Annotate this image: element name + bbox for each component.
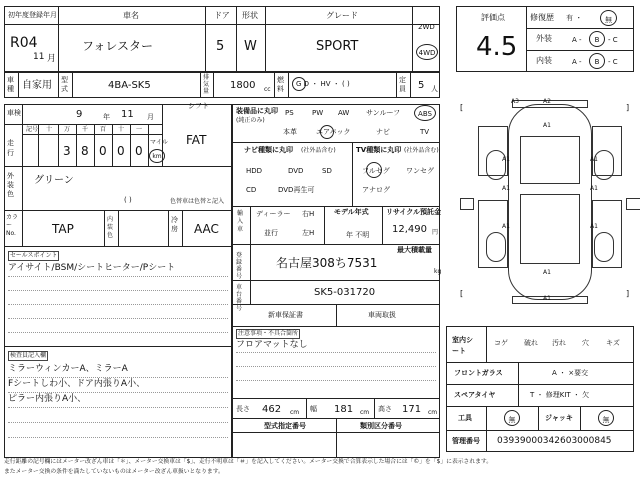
eq-leather: 本革 [283,128,297,136]
type-value: 4BA-SK5 [108,80,151,91]
unit-hyaku: 百 [100,126,107,133]
disp-value: 1800 [230,80,256,91]
tools-none-circled: 無 [504,410,520,426]
tools-label: 工具 [458,414,472,422]
ext-a: A - [572,36,582,44]
equipment-label: 装備品に丸印 [236,107,278,115]
map-a3-front: A3 [511,98,519,105]
recycle-value: 12,490 [392,224,427,235]
notice-value: フロアマットなし [236,340,308,350]
interior-yogore: 汚れ [552,339,566,347]
warranty-new: 新車保証書 [268,311,303,319]
use-value: 自家用 [22,80,52,91]
unit-ichi: 一 [136,126,143,133]
eq-abs-circled: ABS [414,105,436,121]
repair-none-circled: 無 [600,10,617,26]
int-c: - C [608,58,618,66]
inspection-label: 車検 [7,109,21,117]
reg-month: 11 [33,52,45,62]
shape-value: W [244,39,257,54]
class-label: 類別区分番号 [360,422,402,430]
h-value: 171 [402,404,422,415]
jack-none-circled: 無 [598,410,614,426]
disp-unit: cc [264,86,271,93]
len-unit: cm [290,409,300,416]
glass-value: A ・ ×要交 [552,369,589,377]
plate-value: 名古屋308ち7531 [276,256,378,270]
digit-1: 3 [63,144,71,158]
sales-point-value: アイサイト/BSM/シートヒーター/Pシート [8,263,176,273]
check-line-3: ピラー内張りA小、 [8,394,87,404]
reg-month-unit: 月 [47,54,57,64]
color-no-label: カラーNo. [6,214,19,237]
cap-value: 5 [418,80,425,91]
import-parallel: 並行 [264,229,278,237]
check-label: 検査員記入欄 [10,352,47,359]
int-color-label: 内装色 [107,216,114,239]
score-value: 4.5 [476,32,518,62]
shift-value: FAT [186,133,207,147]
w-value: 181 [334,404,354,415]
eq-aw: AW [338,109,350,117]
interior-ana: 穴 [582,339,589,347]
inspection-year: 9 [76,109,83,120]
drive-4wd-circled: 4WD [416,44,438,60]
color-no-value: TAP [52,222,74,236]
fuel-label: 燃料 [277,76,284,93]
cap-label: 定員 [399,76,406,93]
type-label: 型式 [61,76,68,93]
inspection-month: 11 [121,109,134,120]
recycle-label: リサイクル預託金 [386,208,442,216]
map-a1-rear: A1 [543,295,551,302]
tv-label: TV種類に丸印 [356,146,402,154]
tv-sub: (社外品含む) [404,147,439,154]
mile-label: マイル [150,139,168,146]
model-year-value: 年 不明 [346,231,370,239]
color-paren: ( ) [124,196,132,204]
map-a1-dr: A1 [590,185,598,192]
ext-c: - C [608,36,618,44]
w-unit: cm [360,409,370,416]
spec-row [4,72,440,98]
digit-3: 0 [99,144,107,158]
import-right: 右H [302,210,315,218]
unit-ju2: 十 [118,126,125,133]
warranty-manual: 車両取扱 [368,311,396,319]
color-label: 外装色 [7,172,14,198]
int-b-circled: B [589,53,605,69]
repair-has: 有 ・ [566,14,583,22]
reg-value: R04 [10,35,38,51]
map-a1-dl: A1 [502,185,510,192]
chassis-label: 車台番号 [236,284,243,312]
ac-label: 冷房 [171,216,178,233]
color-value: グリーン [34,175,74,186]
unit-ju: 十 [46,126,53,133]
map-a1-rr: A1 [590,223,598,230]
tv-analog: アナログ [362,186,390,194]
mileage-sub: 記号 [26,126,39,133]
map-a1-fr: A1 [590,156,598,163]
chassis-value: SK5-031720 [314,287,376,298]
plate-label: 登録番号 [236,252,243,280]
cap-unit: 人 [431,85,438,93]
use-label: 車種 [7,76,14,93]
eq-ps: PS [285,109,294,117]
int-label: 内装 [536,56,552,65]
import-dealer: ディーラー [256,210,291,218]
h-label: 高さ [378,405,392,413]
navi-sd: SD [322,167,332,175]
sales-point-label: セールスポイント [10,252,58,259]
score-label: 評価点 [481,13,505,22]
grade-label: グレード [326,11,358,20]
eq-navi: ナビ [376,128,390,136]
fuel-options: G D ・ HV ・ ( ) [296,80,350,88]
check-line-1: ミラーウィンカーA、ミラーA [8,364,128,374]
shape-label: 形状 [242,11,258,20]
glass-label: フロントガラス [454,369,503,377]
ac-value: AAC [194,222,219,236]
navi-label: ナビ種類に丸印 [244,146,293,154]
interior-yabure: 破れ [524,339,538,347]
reg-label: 初年度登録年月 [8,11,57,19]
interior-label: 室内シート [452,336,473,355]
map-a1-fl: A1 [502,156,510,163]
int-a: A - [572,58,582,66]
inspection-month-unit: 月 [147,113,154,121]
tv-fullseg: フルセグ [362,167,390,175]
check-line-2: Fシートしわ小、ドア内張りA小、 [8,379,146,389]
eq-airbag: エアバック [316,128,351,136]
navi-sub: (社外品含む) [301,147,336,154]
grade-value: SPORT [316,39,359,54]
eq-sunroof: サンルーフ [366,109,401,117]
map-a1-rl: A1 [502,223,510,230]
unit-sen: 千 [82,126,89,133]
color-note: 色替車は色替と記入 [170,198,225,205]
h-unit: cm [428,409,438,416]
door-label: ドア [214,11,230,20]
shift-label: シフト [188,102,209,110]
eq-tv: TV [420,128,430,136]
import-label: 輸入車 [237,210,244,233]
navi-dvd-play: DVD再生可 [278,186,315,194]
name-label: 車名 [123,11,139,20]
jack-label: ジャッキ [545,414,573,422]
interior-kizu: キズ [606,339,620,347]
disp-label: 排気量 [203,74,210,95]
spare-value: T ・ 修理KIT ・ 欠 [530,391,590,399]
model-year-label: モデル年式 [334,208,369,216]
drive-2wd: 2WD [418,23,435,31]
recycle-unit: 円 [432,229,439,236]
spare-label: スペアタイヤ [454,391,496,399]
ext-label: 外装 [536,34,552,43]
footer-line-2: またメーター交換の条件を満たしていないものはメーター改ざん車扱いとなります。 [4,469,224,475]
inspection-year-unit: 年 [103,113,110,121]
unit-man: 万 [64,126,71,133]
mileage-label: 走行 [7,139,14,157]
door-value: 5 [216,39,225,54]
navi-dvd: DVD [288,167,304,175]
mgmt-label: 管理番号 [452,437,480,445]
notice-label: 注意事項・不具合箇所 [238,330,299,337]
ext-b-circled: B [589,31,605,47]
max-load-unit: kg [434,268,442,275]
equipment-sub: (純正のみ) [236,117,265,124]
navi-hdd: HDD [246,167,263,175]
tv-oneseg: ワンセグ [406,167,434,175]
map-a2-front: A2 [543,98,551,105]
import-left: 左H [302,229,315,237]
car-name: フォレスター [82,39,154,53]
map-a1-hood: A1 [543,122,551,129]
w-label: 幅 [310,405,317,413]
interior-koge: コゲ [494,339,508,347]
digit-5: 0 [135,144,143,158]
repair-label: 修復歴 [530,13,554,22]
footer-line-1: 走行距離の記号欄にはメーター改ざん車は「＊」、メーター交換車は「$」、走行不明車は「＃」を記入してください。メーター交換で合算表示した場合には「©」を「$」に表示されます。 [4,459,493,465]
max-load-label: 最大積載量 [397,246,432,254]
digit-2: 8 [81,144,89,158]
km-circled: km [149,149,165,163]
mgmt-value: 03939000342603000845 [497,436,612,446]
len-value: 462 [262,404,282,415]
eq-pw: PW [312,109,324,117]
len-label: 長さ [236,405,250,413]
digit-4: 0 [117,144,125,158]
navi-cd: CD [246,186,257,194]
form-label: 型式指定番号 [264,422,306,430]
map-a1-trunk: A1 [543,269,551,276]
